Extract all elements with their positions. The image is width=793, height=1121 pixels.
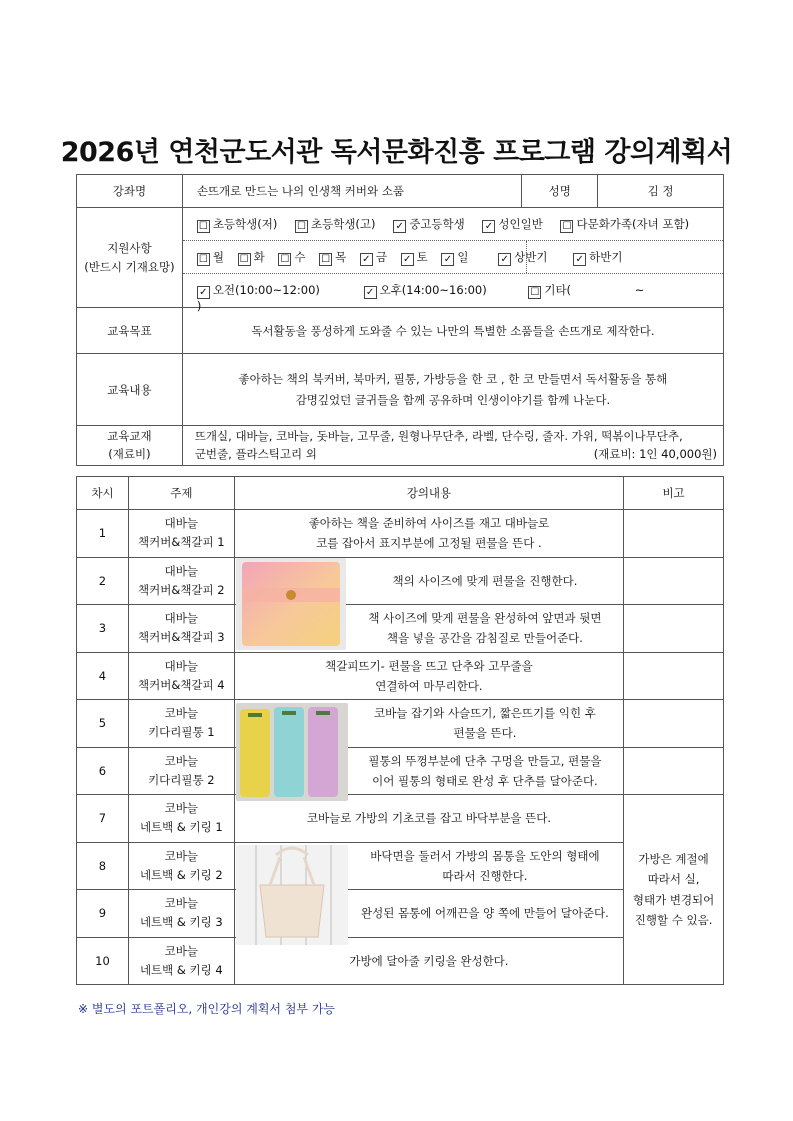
session-topic: 코바늘 네트백 & 키링 2 — [128, 842, 234, 890]
header-note: 비고 — [624, 477, 724, 510]
checkbox-checked-icon[interactable]: ✓ — [498, 253, 511, 266]
content-label: 교육내용 — [77, 354, 183, 426]
table-row — [77, 795, 724, 843]
day-option[interactable]: ✓ 금 — [360, 249, 387, 266]
session-topic: 대바늘 책커버&책갈피 2 — [128, 557, 234, 605]
session-note — [624, 747, 724, 795]
session-content: 책의 사이즈에 맞게 편물을 진행한다. — [234, 557, 623, 605]
session-content: 코바늘 잡기와 사슬뜨기, 짧은뜨기를 익힌 후 편물을 뜬다. — [234, 700, 623, 748]
day-option[interactable]: ☐ 월 — [197, 249, 224, 266]
page-title: 2026년 연천군도서관 독서문화진흥 프로그램 강의계획서 — [60, 137, 733, 168]
session-number: 1 — [77, 510, 129, 558]
time-option-other[interactable]: ☐ 기타( — [528, 282, 571, 299]
session-content: 완성된 몸통에 어깨끈을 양 쪽에 만들어 달아준다. — [234, 890, 623, 938]
support-label-main: 지원사항 — [107, 241, 152, 256]
day-option[interactable]: ☐ 수 — [278, 249, 305, 266]
session-topic: 코바늘 네트백 & 키링 3 — [128, 890, 234, 938]
course-name-value: 손뜨개로 만드는 나의 인생책 커버와 소품 — [182, 175, 521, 208]
checkbox-checked-icon[interactable]: ✓ — [360, 253, 373, 266]
table-row — [77, 605, 724, 653]
half-option[interactable]: ✓ 상반기 — [498, 249, 547, 266]
session-note — [624, 557, 724, 605]
time-option[interactable]: ✓ 오전(10:00~12:00) — [197, 282, 320, 299]
material-label: 교육교재 (재료비) — [77, 426, 183, 466]
session-number: 9 — [77, 890, 129, 938]
session-note — [624, 510, 724, 558]
checkbox-icon[interactable]: ☐ — [197, 253, 210, 266]
day-option[interactable]: ✓ 일 — [441, 249, 468, 266]
day-option[interactable]: ☐ 화 — [238, 249, 265, 266]
book-cover-photo — [236, 558, 346, 650]
session-topic: 대바늘 책커버&책갈피 1 — [128, 510, 234, 558]
net-bag-photo — [236, 845, 348, 945]
material-value: 뜨개실, 대바늘, 코바늘, 돗바늘, 고무줄, 원형나무단추, 라벨, 단수링, 줄자. 가위, 떡볶이나무단추, 군번줄, 플라스틱고리 외 (재료비: 1인 40,000원) — [182, 426, 723, 466]
session-content: 가방에 달아줄 키링을 완성한다. — [234, 937, 623, 985]
material-cost: (재료비: 1인 40,000원) — [593, 446, 717, 461]
instructor-name-value: 김 정 — [598, 175, 724, 208]
table-row — [77, 557, 724, 605]
target-option[interactable]: ✓ 성인일반 — [482, 216, 542, 233]
header-topic: 주제 — [128, 477, 234, 510]
instructor-name-label: 성명 — [522, 175, 598, 208]
session-topic: 코바늘 네트백 & 키링 1 — [128, 795, 234, 843]
checkbox-icon[interactable]: ☐ — [238, 253, 251, 266]
table-row — [77, 747, 724, 795]
target-option[interactable]: ✓ 중고등학생 — [393, 216, 465, 233]
target-option[interactable]: ☐ 초등학생(저) — [197, 216, 278, 233]
divider — [526, 241, 527, 273]
target-options-row — [183, 208, 723, 241]
checkbox-checked-icon[interactable]: ✓ — [401, 253, 414, 266]
session-number: 2 — [77, 557, 129, 605]
session-content: 코바늘로 가방의 기초코를 잡고 바닥부분을 뜬다. — [234, 795, 623, 843]
checkbox-checked-icon[interactable]: ✓ — [441, 253, 454, 266]
header-session: 차시 — [77, 477, 129, 510]
session-topic: 코바늘 키다리필통 1 — [128, 700, 234, 748]
half-option[interactable]: ✓ 하반기 — [573, 249, 622, 266]
session-number: 3 — [77, 605, 129, 653]
table-row — [77, 700, 724, 748]
session-content: 바닥면을 둘러서 가방의 몸통을 도안의 형태에 따라서 진행한다. — [234, 842, 623, 890]
table-row — [77, 652, 724, 700]
session-note: 가방은 계절에 따라서 실, 형태가 변경되어 진행할 수 있음. — [624, 795, 724, 985]
schedule-table — [76, 476, 724, 985]
target-option[interactable]: ☐ 다문화가족(자녀 포함) — [560, 216, 689, 233]
session-number: 10 — [77, 937, 129, 985]
content-value: 좋아하는 책의 북커버, 북마커, 필통, 가방등을 한 코 , 한 코 만들면서 독서활동을 통해 감명깊었던 글귀들을 함께 공유하며 인생이야기를 함께 나눈다. — [182, 354, 723, 426]
time-options-row — [183, 274, 723, 313]
session-number: 4 — [77, 652, 129, 700]
checkbox-checked-icon[interactable]: ✓ — [482, 220, 495, 233]
checkbox-icon[interactable]: ☐ — [278, 253, 291, 266]
course-name-label: 강좌명 — [77, 175, 183, 208]
goal-label: 교육목표 — [77, 308, 183, 354]
pencil-case-photo — [236, 703, 348, 801]
session-number: 5 — [77, 700, 129, 748]
checkbox-icon[interactable]: ☐ — [319, 253, 332, 266]
session-note — [624, 700, 724, 748]
session-topic: 대바늘 책커버&책갈피 3 — [128, 605, 234, 653]
table-row — [77, 510, 724, 558]
day-options-row — [183, 241, 723, 274]
session-content: 필통의 뚜껑부분에 단추 구멍을 만들고, 편물을 이어 필통의 형태로 완성 후 단추를 달아준다. — [234, 747, 623, 795]
session-number: 6 — [77, 747, 129, 795]
session-topic: 대바늘 책커버&책갈피 4 — [128, 652, 234, 700]
goal-value: 독서활동을 풍성하게 도와줄 수 있는 나만의 특별한 소품들을 손뜨개로 제작한다. — [182, 308, 723, 354]
target-option[interactable]: ☐ 초등학생(고) — [295, 216, 376, 233]
checkbox-icon[interactable]: ☐ — [528, 286, 541, 299]
session-topic: 코바늘 네트백 & 키링 4 — [128, 937, 234, 985]
checkbox-checked-icon[interactable]: ✓ — [393, 220, 406, 233]
support-label — [77, 208, 183, 308]
checkbox-icon[interactable]: ☐ — [295, 220, 308, 233]
time-other-tilde: ~ — [634, 283, 645, 297]
checkbox-checked-icon[interactable]: ✓ — [197, 286, 210, 299]
checkbox-checked-icon[interactable]: ✓ — [573, 253, 586, 266]
support-label-note: (반드시 기재요망) — [84, 259, 175, 274]
session-topic: 코바늘 키다리필통 2 — [128, 747, 234, 795]
course-info-table — [76, 174, 724, 466]
time-other-close: ) — [196, 299, 202, 313]
time-option[interactable]: ✓ 오후(14:00~16:00) — [364, 282, 487, 299]
footnote: ※ 별도의 포트폴리오, 개인강의 계획서 첨부 가능 — [78, 1002, 336, 1016]
session-note — [624, 605, 724, 653]
day-option[interactable]: ☐ 목 — [319, 249, 346, 266]
session-note — [624, 652, 724, 700]
checkbox-icon[interactable]: ☐ — [560, 220, 573, 233]
session-content: 책갈피뜨기- 편물을 뜨고 단추와 고무줄을 연결하여 마무리한다. — [234, 652, 623, 700]
checkbox-icon[interactable]: ☐ — [197, 220, 210, 233]
session-number: 7 — [77, 795, 129, 843]
header-content: 강의내용 — [234, 477, 623, 510]
day-option[interactable]: ✓ 토 — [401, 249, 428, 266]
session-content: 책 사이즈에 맞게 편물을 완성하여 앞면과 뒷면 책을 넣을 공간을 감침질로 만들어준다. — [234, 605, 623, 653]
session-number: 8 — [77, 842, 129, 890]
session-content: 좋아하는 책을 준비하여 사이즈를 재고 대바늘로 코를 잡아서 표지부분에 고정될 편물을 뜬다 . — [234, 510, 623, 558]
checkbox-checked-icon[interactable]: ✓ — [364, 286, 377, 299]
